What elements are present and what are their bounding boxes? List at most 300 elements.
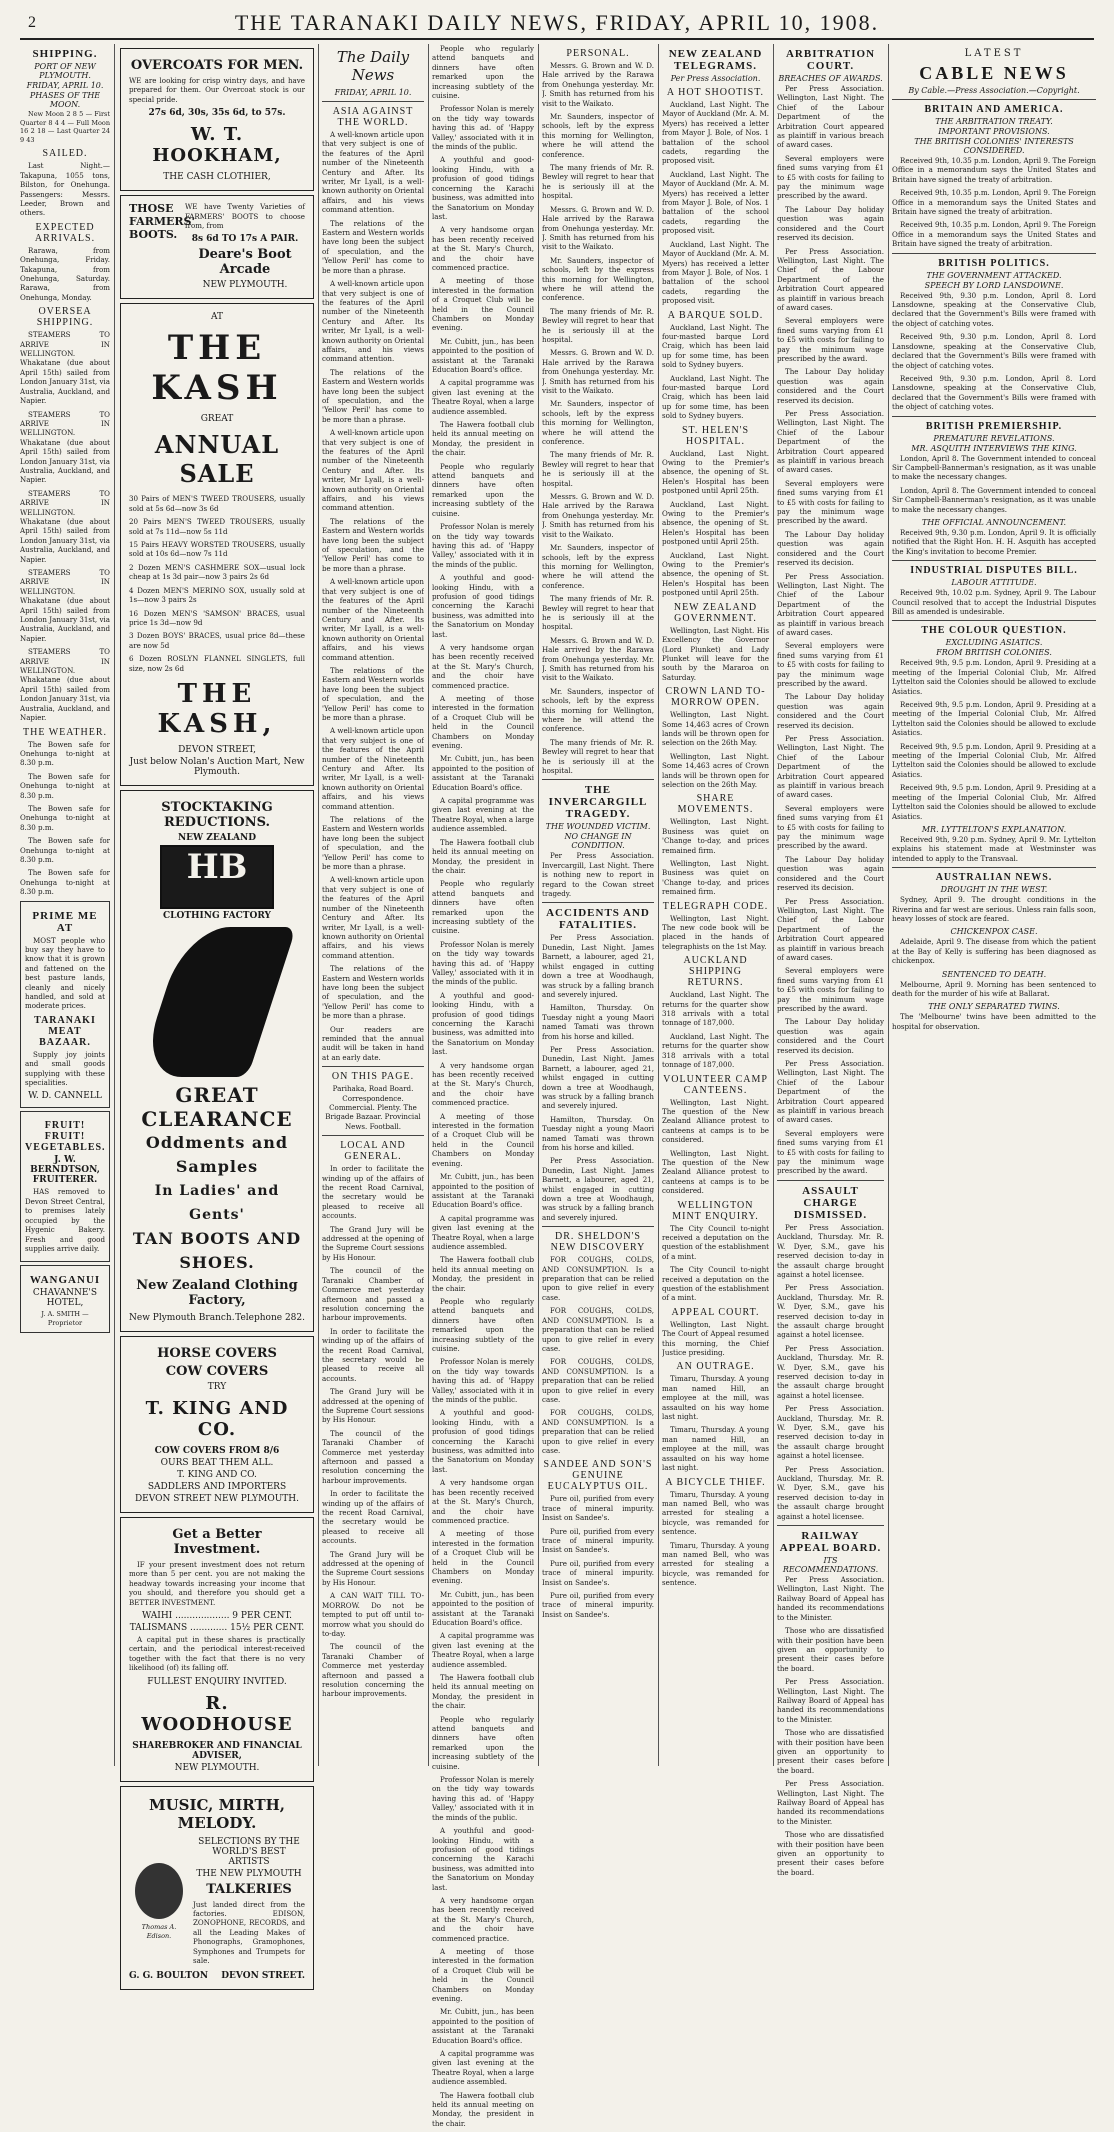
cable-section-heading: BRITISH PREMIERSHIP. bbox=[925, 420, 1063, 432]
railway-sub: ITS RECOMMENDATIONS. bbox=[782, 1556, 879, 1575]
farmers-price: 8s 6d TO 17s A PAIR. bbox=[191, 234, 299, 245]
king-address: DEVON STREET NEW PLYMOUTH. bbox=[134, 1493, 300, 1504]
telegram-heading: SHARE MOVEMENTS. bbox=[677, 793, 754, 816]
cable-subheading: THE ONLY SEPARATED TWINS. bbox=[928, 1002, 1060, 1012]
deare-sub: NEW PLYMOUTH. bbox=[202, 280, 288, 291]
cable-text: Received 9th, 9.5 p.m. London, April 9. Presiding at a meeting of the Imperial Colonial Club, Mr. Alfred Lyttelton said the Colonies should be allowed to exclude Asiatics. bbox=[892, 700, 1096, 738]
weather-text: The Bowen safe for Onehunga to-night at 8.30 p.m. bbox=[20, 771, 110, 800]
personal-text-3: The many friends of Mr. R. Bewley will regret to hear that he is seriously ill at the hospital. bbox=[542, 737, 654, 776]
on-this-page-list: Parihaka, Road Board. Correspondence. Commercial. Plenty. The Brigade Bazaar. Provincial News. Football. bbox=[325, 1084, 421, 1131]
accidents-text: Per Press Association. Dunedin, Last Night. James Barnett, a labourer, aged 21, whilst engaged in cutting down a tree at Woodhaugh, was struck by a falling branch and severely injured. bbox=[542, 1044, 654, 1111]
cable-text: Sydney, April 9. The drought conditions in the Riverina and far west are serious. Unless rain falls soon, heavy losses of stock are feared. bbox=[892, 895, 1096, 923]
meat-advert bbox=[20, 901, 110, 1109]
news-text: Professor Nolan is merely on the tidy way towards having this ad. of 'Happy Valley,' associated with it in the minds of the public. bbox=[432, 104, 534, 152]
sandee-heading: SANDEE AND SON'S GENUINE EUCALYPTUS OIL. bbox=[543, 1459, 653, 1493]
cable-subheading: THE BRITISH COLONIES' INTERESTS CONSIDERED. bbox=[914, 137, 1074, 155]
news-text: A very handsome organ has been recently received at the St. Mary's Church, and the choir have commenced practice. bbox=[432, 225, 534, 272]
editorial-masthead: The Daily News bbox=[336, 48, 410, 84]
arbitration-heading: ARBITRATION COURT. bbox=[785, 48, 876, 72]
kash-signature: THE KASH, bbox=[157, 678, 277, 739]
cable-subheading: PREMATURE REVELATIONS. bbox=[933, 433, 1055, 443]
telegram-text: Auckland, Last Night. Owing to the Premier's absence, the opening of St. Helen's Hospital has been postponed until April 25th. bbox=[662, 499, 769, 547]
news-text: A meeting of those interested in the formation of a Croquet Club will be held in the Council Chambers on Monday evening. bbox=[432, 1111, 534, 1168]
news-text: Mr. Cubitt, jun., has been appointed to the position of assistant at the Taranaki Education Board's office. bbox=[432, 2007, 534, 2045]
local-text-2: The Grand Jury will be addressed at the opening of the Supreme Court sessions by His Honour. bbox=[322, 1387, 424, 1425]
kash-at: AT bbox=[210, 312, 223, 323]
news-text: The Hawera football club held its annual meeting on Monday, the president in the chair. bbox=[432, 2090, 534, 2128]
cable-subheading: THE OFFICIAL ANNOUNCEMENT. bbox=[921, 517, 1067, 527]
telegram-text: Auckland, Last Night. The Mayor of Auckland (Mr. A. M. Myers) has received a letter from Mayor J. Bole, of Nos. 1 battalion of the school cadets, regarding the proposed visit. bbox=[662, 100, 769, 166]
personal-text-3: The many friends of Mr. R. Bewley will regret to hear that he is seriously ill at the hospital. bbox=[542, 450, 654, 488]
cable-text: Received 9th, 10.35 p.m. London, April 9. The Foreign Office in a memorandum says the United States and Britain have signed the treaty of arbitration. bbox=[892, 220, 1096, 249]
lead-text: A well-known article upon that very subject is one of the features of the April number of the Nineteenth Century and After. Its writer, Mr Lyall, is a well-known authority on Oriental affairs, and his views command attention. bbox=[322, 428, 424, 513]
investment-advert bbox=[120, 1517, 314, 1782]
telegram-heading: ST. HELEN'S HOSPITAL. bbox=[681, 424, 750, 447]
cable-subheading: SENTENCED TO DEATH. bbox=[941, 969, 1047, 979]
telegram-text: Wellington, Last Night. His Excellency the Governor (Lord Plunket) and Lady Plunket will leave for the south by the Mararoa on Saturday. bbox=[662, 625, 769, 682]
assault-heading: ASSAULT CHARGE DISMISSED. bbox=[793, 1184, 868, 1221]
cable-subheading: THE GOVERNMENT ATTACKED. bbox=[926, 270, 1062, 280]
personal-text-3: The many friends of Mr. R. Bewley will regret to hear that he is seriously ill at the hospital. bbox=[542, 163, 654, 201]
news-text: A capital programme was given last evening at the Theatre Royal, when a large audience assembled. bbox=[432, 1213, 534, 1251]
moon-phases: PHASES OF THE MOON. bbox=[29, 91, 101, 109]
sandee-text: Pure oil, purified from every trace of mineral impurity. Insist on Sandee's. bbox=[542, 1591, 654, 1619]
assault-text: Per Press Association. Auckland, Thursday. Mr. R. W. Dyer, S.M., gave his reserved decision to-day in the assault charge brought against a hotel licensee. bbox=[777, 1283, 884, 1340]
news-text: A youthful and good-looking Hindu, with a profusion of good tidings concerning the Karachi business, was admitted into the Sanatorium on Monday last. bbox=[432, 1826, 534, 1892]
telegram-heading: WELLINGTON MINT ENQUIRY. bbox=[672, 1199, 759, 1222]
telegram-heading: A BARQUE SOLD. bbox=[667, 309, 764, 321]
cow-price: COW COVERS FROM 8/6 bbox=[154, 1445, 280, 1456]
arbitration-text-3: The Labour Day holiday question was again considered and the Court reserved its decision. bbox=[777, 367, 884, 405]
kash-item: 6 Dozen ROSLYN FLANNEL SINGLETS, full size, now 2s 6d bbox=[129, 654, 305, 673]
kash-item: 3 Dozen BOYS' BRACES, usual price 8d—these are now 5d bbox=[129, 631, 305, 650]
news-text: The Hawera football club held its annual meeting on Monday, the president in the chair. bbox=[432, 837, 534, 875]
cable-text: Received 9th, 9.30 p.m. London, April 8. Lord Lansdowne, speaking at the Conservative Club, declared that the Government's Bills were framed with the object of catching votes. bbox=[892, 290, 1096, 328]
arbitration-sub: BREACHES OF AWARDS. bbox=[778, 74, 883, 83]
date-label: FRIDAY, APRIL 10. bbox=[26, 81, 104, 90]
music-heading: MUSIC, MIRTH, MELODY. bbox=[148, 1795, 286, 1832]
kash-great: GREAT bbox=[200, 414, 234, 425]
talkeries-pre: THE NEW PLYMOUTH bbox=[196, 1868, 302, 1879]
sandee-text: Pure oil, purified from every trace of mineral impurity. Insist on Sandee's. bbox=[542, 1494, 654, 1523]
telegram-text: Wellington, Last Night. Some 14,463 acres of Crown lands will be thrown open for selection on the 26th May. bbox=[662, 710, 769, 748]
personal-text-2: Mr. Saunders, inspector of schools, left by the express this morning for Wellington, where he will attend the conference. bbox=[542, 255, 654, 303]
overseas-text: STEAMERS TO ARRIVE IN WELLINGTON. Whakatane (due about April 15th) sailed from London January 31st, via Australia, Auckland, and Napier. bbox=[20, 409, 110, 485]
telegram-text: Wellington, Last Night. The question of the New Zealand Alliance protest to canteens at camps is to be considered. bbox=[662, 1148, 769, 1196]
cable-text: Melbourne, April 9. Morning has been sentenced to death for the murder of his wife at Ballarat. bbox=[892, 979, 1096, 998]
cable-section-heading: BRITAIN AND AMERICA. bbox=[924, 104, 1064, 115]
investment-heading: Get a Better Investment. bbox=[172, 1526, 262, 1557]
cable-section-heading: THE COLOUR QUESTION. bbox=[921, 625, 1067, 637]
column-local-news bbox=[432, 44, 534, 2132]
investment-text-2: A capital put in these shares is practically certain, and the periodical interest-received together with the fact that there is no very likelihood (of) its falling off. bbox=[129, 1634, 305, 1673]
nz-telegrams-heading: NEW ZEALAND TELEGRAMS. bbox=[668, 48, 763, 72]
kash-item: 20 Pairs MEN'S TWEED TROUSERS, usually sold at 7s 11d—now 5s 11d bbox=[129, 517, 305, 536]
telegram-heading: CROWN LAND TO-MORROW OPEN. bbox=[665, 686, 766, 709]
meat-signature: W. D. CANNELL bbox=[28, 1091, 102, 1102]
sailed-heading: SAILED. bbox=[42, 148, 88, 160]
telegram-text: The City Council to-night received a deputation on the question of the establishment of a mint. bbox=[662, 1223, 769, 1261]
telegram-heading: TELEGRAPH CODE. bbox=[662, 900, 769, 912]
arbitration-text: Per Press Association. Wellington, Last Night. The Chief of the Labour Department of the Arbitration Court appeared as plaintiff in various breach of award cases. bbox=[777, 734, 884, 800]
sailed-text: Last Night.—Takapuna, 1055 tons, Bilston, for Onehunga. Passengers: Messrs. Leeder, Brown and others. bbox=[20, 161, 110, 218]
telegram-text: Timaru, Thursday. A young man named Hill, an employee at the mill, was assaulted on his way home last night. bbox=[662, 1425, 769, 1473]
accidents-text: Per Press Association. Dunedin, Last Night. James Barnett, a labourer, aged 21, whilst engaged in cutting down a tree at Woodhaugh, was struck by a falling branch and severely injured. bbox=[542, 933, 654, 999]
weather-text: The Bowen safe for Onehunga to-night at 8.30 p.m. bbox=[20, 868, 110, 897]
news-text: Mr. Cubitt, jun., has been appointed to the position of assistant at the Taranaki Education Board's office. bbox=[432, 754, 534, 792]
accidents-text-2: Hamilton, Thursday. On Tuesday night a young Maori named Tamati was thrown from his horse and killed. bbox=[542, 1114, 654, 1152]
column-rule bbox=[318, 44, 319, 1766]
kash-item: 15 Pairs HEAVY WORSTED TROUSERS, usually sold at 10s 6d—now 7s 11d bbox=[129, 540, 305, 559]
telegram-heading: AUCKLAND SHIPPING RETURNS. bbox=[683, 955, 748, 989]
cable-subheading: EXCLUDING ASIATICS. bbox=[945, 638, 1043, 648]
hookham-name: W. T. HOOKHAM, bbox=[152, 124, 282, 167]
lead-text-2: The relations of the Eastern and Western worlds have long been the subject of speculation, and the 'Yellow Peril' has come to be more than a phrase. bbox=[322, 516, 424, 573]
telegram-text: Wellington, Last Night. The new code book will be placed in the hands of telegraphists on the 1st May. bbox=[662, 913, 769, 951]
lead-text: A well-known article upon that very subject is one of the features of the April number of the Nineteenth Century and After. Its writer, Mr Lyall, is a well-known authority on Oriental affairs, and his views command attention. bbox=[322, 577, 424, 662]
railway-text-2: Those who are dissatisfied with their position have been given an opportunity to present their cases before the board. bbox=[777, 1626, 884, 1673]
meat-bazaar-title: TARANAKI MEAT BAZAAR. bbox=[34, 1014, 96, 1048]
news-text: Mr. Cubitt, jun., has been appointed to the position of assistant at the Taranaki Education Board's office. bbox=[432, 336, 534, 374]
meat-text: Supply joy joints and small goods supplying with these specialities. bbox=[25, 1049, 105, 1088]
news-text: Professor Nolan is merely on the tidy way towards having this ad. of 'Happy Valley,' associated with it in the minds of the public. bbox=[432, 1775, 534, 1822]
prime-heading: PRIME ME AT bbox=[32, 909, 98, 934]
telegram-text: Auckland, Last Night. The returns for the quarter show 318 arrivals with a total tonnage of 187,000. bbox=[662, 1031, 769, 1070]
personal-text: Messrs. G. Brown and W. D. Hale arrived by the Rarawa from Onehunga yesterday. Mr. J. Smith has returned from his visit to the Waikato. bbox=[542, 348, 654, 395]
arbitration-text-2: Several employers were fined sums varying from £1 to £5 with costs for failing to pay the minimum wage prescribed by the award. bbox=[777, 478, 884, 526]
assault-text: Per Press Association. Auckland, Thursday. Mr. R. W. Dyer, S.M., gave his reserved decision to-day in the assault charge brought against a hotel licensee. bbox=[777, 1404, 884, 1461]
pills-text: FOR COUGHS, COLDS, AND CONSUMPTION. Is a preparation that can be relied upon to give relief in every case. bbox=[542, 1357, 654, 1404]
shipping-heading: SHIPPING. bbox=[32, 48, 98, 60]
assault-text: Per Press Association. Auckland, Thursday. Mr. R. W. Dyer, S.M., gave his reserved decision to-day in the assault charge brought against a hotel licensee. bbox=[777, 1343, 884, 1400]
cable-text: Received 9th, 9.30 p.m. London, April 8. Lord Lansdowne, speaking at the Conservative Club, declared that the Government's Bills were framed with the object of catching votes. bbox=[892, 332, 1096, 370]
arbitration-text: Per Press Association. Wellington, Last Night. The Chief of the Labour Department of the Arbitration Court appeared as plaintiff in various breach of award cases. bbox=[777, 571, 884, 637]
local-text: In order to facilitate the winding up of the affairs of the recent Road Carnival, the secretary would be pleased to receive all accounts. bbox=[322, 1326, 424, 1383]
cable-subheading: LABOUR ATTITUDE. bbox=[951, 578, 1037, 588]
news-text: Professor Nolan is merely on the tidy way towards having this ad. of 'Happy Valley,' associated with it in the minds of the public. bbox=[432, 522, 534, 569]
local-text-3: The council of the Taranaki Chamber of Commerce met yesterday afternoon and passed a resolution concerning the harbour improvements. bbox=[322, 1428, 424, 1485]
arbitration-text: Per Press Association. Wellington, Last Night. The Chief of the Labour Department of the Arbitration Court appeared as plaintiff in various breach of award cases. bbox=[777, 84, 884, 150]
kash-devon: DEVON STREET, bbox=[178, 744, 256, 755]
lead-text: A well-known article upon that very subject is one of the features of the April number of the Nineteenth Century and After. Its writer, Mr Lyall, is a well-known authority on Oriental affairs, and his views command attention. bbox=[322, 875, 424, 960]
hb-clothing-advert bbox=[120, 790, 314, 1332]
fruit-text: HAS removed to Devon Street Central, to premises lately occupied by the Hygenic Bakery. Fresh and good supplies arrive daily. bbox=[25, 1187, 105, 1253]
editorial-date: FRIDAY, APRIL 10. bbox=[334, 88, 412, 97]
railway-text-2: Those who are dissatisfied with their position have been given an opportunity to present their cases before the board. bbox=[777, 1830, 884, 1877]
column-cable-news bbox=[892, 44, 1096, 1035]
weather-text: The Bowen safe for Onehunga to-night at 8.30 p.m. bbox=[20, 803, 110, 832]
talkeries-advert bbox=[120, 1786, 314, 1991]
railway-text: Per Press Association. Wellington, Last Night. The Railway Board of Appeal has handed its recommendations to the Minister. bbox=[777, 1575, 884, 1622]
cable-section-heading: AUSTRALIAN NEWS. bbox=[935, 872, 1053, 884]
personal-text: Messrs. G. Brown and W. D. Hale arrived by the Rarawa from Onehunga yesterday. Mr. J. Smith has returned from his visit to the Waikato. bbox=[542, 635, 654, 683]
arbitration-text-2: Several employers were fined sums varying from £1 to £5 with costs for failing to pay the minimum wage prescribed by the award. bbox=[777, 1128, 884, 1176]
news-text: A meeting of those interested in the formation of a Croquet Club will be held in the Council Chambers on Monday evening. bbox=[432, 276, 534, 333]
hotel-name: CHAVANNE'S HOTEL, bbox=[32, 1288, 98, 1309]
cable-text: Received 9th, 9.5 p.m. London, April 9. Presiding at a meeting of the Imperial Colonial Club, Mr. Alfred Lyttelton said the Colonies should be allowed to exclude Asiatics. bbox=[892, 658, 1096, 696]
boot-illustration bbox=[138, 927, 297, 1077]
hookham-sub: THE CASH CLOTHIER, bbox=[163, 172, 271, 183]
cable-text: Received 9th, 9.30 p.m. London, April 9. It is officially notified that the Right Hon. H. H. Asquith has accepted the King's invitation to become Premier. bbox=[892, 527, 1096, 556]
pills-text: FOR COUGHS, COLDS, AND CONSUMPTION. Is a preparation that can be relied upon to give relief in every case. bbox=[542, 1255, 654, 1302]
page-masthead bbox=[20, 8, 1094, 40]
overseas-text: STEAMERS TO ARRIVE IN WELLINGTON. Whakatane (due about April 15th) sailed from London January 31st, via Australia, Auckland, and Napier. bbox=[20, 330, 110, 406]
telegram-text: Timaru, Thursday. A young man named Bell, who was arrested for stealing a bicycle, was remanded for sentence. bbox=[662, 1540, 769, 1588]
cable-text: Received 9th, 9.5 p.m. London, April 9. Presiding at a meeting of the Imperial Colonial Club, Mr. Alfred Lyttelton said the Colonies should be allowed to exclude Asiatics. bbox=[892, 741, 1096, 779]
kash-item: 16 Dozen MEN'S 'SAMSON' BRACES, usual price 1s 3d—now 9d bbox=[129, 608, 305, 627]
cable-subheading: MR. LYTTELTON'S EXPLANATION. bbox=[921, 824, 1067, 834]
cable-subheading: MR. ASQUITH INTERVIEWS THE KING. bbox=[911, 443, 1077, 453]
stocktaking-heading: STOCKTAKING REDUCTIONS. bbox=[161, 799, 273, 830]
personal-text: Messrs. G. Brown and W. D. Hale arrived by the Rarawa from Onehunga yesterday. Mr. J. Smith has returned from his visit to the Waikato. bbox=[542, 204, 654, 252]
cable-text: Received 9th, 9.20 p.m. Sydney, April 9. Mr. Lyttelton explains his statement made at Westminster was intended to apply to the Transvaal. bbox=[892, 834, 1096, 863]
arbitration-text-2: Several employers were fined sums varying from £1 to £5 with costs for failing to pay the minimum wage prescribed by the award. bbox=[777, 153, 884, 201]
arbitration-text: Per Press Association. Wellington, Last Night. The Chief of the Labour Department of the Arbitration Court appeared as plaintiff in various breach of award cases. bbox=[777, 246, 884, 312]
horse-heading: HORSE COVERS bbox=[157, 1345, 277, 1361]
telegram-heading: A BICYCLE THIEF. bbox=[665, 1476, 766, 1488]
cable-subheading: CHICKENPOX CASE. bbox=[950, 927, 1038, 937]
kash-item: 30 Pairs of MEN'S TWEED TROUSERS, usually sold at 5s 6d—now 3s 6d bbox=[129, 494, 305, 513]
news-text: A meeting of those interested in the formation of a Croquet Club will be held in the Council Chambers on Monday evening. bbox=[432, 694, 534, 751]
arbitration-text-2: Several employers were fined sums varying from £1 to £5 with costs for failing to pay the minimum wage prescribed by the award. bbox=[777, 316, 884, 363]
telegram-text: Wellington, Last Night. Some 14,463 acres of Crown lands will be thrown open for selection on the 26th May. bbox=[662, 751, 769, 789]
fruit-advert bbox=[20, 1111, 110, 1262]
overcoats-prices: 27s 6d, 30s, 35s 6d, to 57s. bbox=[148, 108, 286, 119]
news-text: People who regularly attend banquets and dinners have often remarked upon the increasing subtlety of the cuisine. bbox=[432, 879, 534, 936]
news-text: People who regularly attend banquets and dinners have often remarked upon the increasing subtlety of the cuisine. bbox=[432, 461, 534, 518]
invercargill-sub: THE WOUNDED VICTIM. bbox=[545, 822, 651, 832]
cable-heading: CABLE NEWS bbox=[919, 63, 1069, 83]
personal-text-2: Mr. Saunders, inspector of schools, left by the express this morning for Wellington, where he will attend the conference. bbox=[542, 399, 654, 447]
weather-text: The Bowen safe for Onehunga to-night at 8.30 p.m. bbox=[20, 739, 110, 768]
accidents-heading: ACCIDENTS AND FATALITIES. bbox=[546, 907, 650, 932]
news-text: A meeting of those interested in the formation of a Croquet Club will be held in the Council Chambers on Monday evening. bbox=[432, 1529, 534, 1586]
news-text: The Hawera football club held its annual meeting on Monday, the president in the chair. bbox=[432, 1255, 534, 1293]
kash-item: 2 Dozen MEN'S CASHMERE SOX—usual lock cheap at 1s 3d pair—now 3 pairs 2s 6d bbox=[129, 562, 305, 582]
oddments-heading: Oddments and Samples bbox=[145, 1132, 289, 1176]
try-label: TRY bbox=[207, 1381, 227, 1392]
pills-heading: DR. SHELDON'S NEW DISCOVERY bbox=[550, 1231, 646, 1254]
column-shipping bbox=[20, 44, 110, 1336]
personal-text-2: Mr. Saunders, inspector of schools, left by the express this morning for Wellington, where he will attend the conference. bbox=[542, 686, 654, 734]
local-text-2: The Grand Jury will be addressed at the opening of the Supreme Court sessions by His Honour. bbox=[322, 1549, 424, 1587]
selections-label: SELECTIONS BY THE WORLD'S BEST ARTISTS bbox=[198, 1836, 300, 1867]
arbitration-text-3: The Labour Day holiday question was again considered and the Court reserved its decision. bbox=[777, 1017, 884, 1055]
deare-name: Deare's Boot Arcade bbox=[198, 247, 292, 278]
lead-text-2: The relations of the Eastern and Western worlds have long been the subject of speculation, and the 'Yellow Peril' has come to be more than a phrase. bbox=[322, 964, 424, 1021]
kash-sale-advert bbox=[120, 303, 314, 786]
lead-heading: ASIA AGAINST THE WORLD. bbox=[332, 106, 414, 128]
arbitration-text-3: The Labour Day holiday question was again considered and the Court reserved its decision. bbox=[777, 854, 884, 893]
news-text: A youthful and good-looking Hindu, with a profusion of good tidings concerning the Karachi business, was admitted into the Sanatorium on Monday last. bbox=[432, 573, 534, 639]
news-text: A capital programme was given last evening at the Theatre Royal, when a large audience assembled. bbox=[432, 378, 534, 416]
king-name: T. KING AND CO. bbox=[145, 1397, 289, 1440]
local-text-2: The Grand Jury will be addressed at the opening of the Supreme Court sessions by His Honour. bbox=[322, 1224, 424, 1262]
news-text: A capital programme was given last evening at the Theatre Royal, when a large audience assembled. bbox=[432, 796, 534, 834]
arbitration-text: Per Press Association. Wellington, Last Night. The Chief of the Labour Department of the Arbitration Court appeared as plaintiff in various breach of award cases. bbox=[777, 409, 884, 475]
overcoats-advert bbox=[120, 48, 314, 191]
cable-text: Received 9th, 9.30 p.m. London, April 8. Lord Lansdowne, speaking at the Conservative Club, declared that the Government's Bills were framed with the object of catching votes. bbox=[892, 373, 1096, 412]
nzcf-name: New Zealand Clothing Factory, bbox=[136, 1277, 298, 1308]
cable-section-heading: INDUSTRIAL DISPUTES BILL. bbox=[910, 565, 1078, 577]
news-text: Mr. Cubitt, jun., has been appointed to the position of assistant at the Taranaki Education Board's office. bbox=[432, 1589, 534, 1627]
edison-portrait bbox=[135, 1863, 183, 1919]
news-text: A capital programme was given last evening at the Theatre Royal, when a large audience assembled. bbox=[432, 2049, 534, 2087]
edison-signature: Thomas A. Edison. bbox=[141, 1923, 177, 1941]
on-this-page-heading: ON THIS PAGE. bbox=[331, 1071, 415, 1083]
cable-text: London, April 8. The Government intended to conceal Sir Campbell-Bannerman's resignation, as it was unable to make the necessary changes. bbox=[892, 485, 1096, 514]
nz-label: NEW ZEALAND bbox=[177, 832, 257, 843]
cable-sub: By Cable.—Press Association.—Copyright. bbox=[908, 86, 1080, 95]
nz-telegrams-sub: Per Press Association. bbox=[670, 74, 761, 83]
invercargill-heading: THE INVERCARGILL TRAGEDY. bbox=[548, 784, 648, 821]
talismans-rate: TALISMANS ............. 15½ PER CENT. bbox=[129, 1622, 305, 1633]
telegram-text: Auckland, Last Night. Owing to the Premier's absence, the opening of St. Helen's Hospital has been postponed until April 25th. bbox=[662, 550, 769, 598]
clearance-heading: GREAT CLEARANCE bbox=[141, 1082, 293, 1131]
pills-text: FOR COUGHS, COLDS, AND CONSUMPTION. Is a preparation that can be relied upon to give relief in every case. bbox=[542, 1408, 654, 1455]
telegram-heading: A HOT SHOOTIST. bbox=[666, 87, 765, 98]
cow-sub: OURS BEAT THEM ALL. bbox=[160, 1457, 274, 1468]
cable-text: Received 9th, 10.35 p.m. London, April 9. The Foreign Office in a memorandum says the United States and Britain have signed the treaty of arbitration. bbox=[892, 188, 1096, 217]
overcoats-heading: OVERCOATS FOR MEN. bbox=[130, 58, 304, 73]
weather-heading: THE WEATHER. bbox=[22, 726, 108, 738]
page-number: 2 bbox=[28, 14, 38, 31]
lead-text: A well-known article upon that very subject is one of the features of the April number of the Nineteenth Century and After. Its writer, Mr Lyall, is a well-known authority on Oriental affairs, and his views command attention. bbox=[322, 279, 424, 364]
news-text: A youthful and good-looking Hindu, with a profusion of good tidings concerning the Karachi business, was admitted into the Sanatorium on Monday last. bbox=[432, 155, 534, 221]
telegram-text: Auckland, Last Night. The returns for the quarter show 318 arrivals with a total tonnage of 187,000. bbox=[662, 990, 769, 1028]
arbitration-text: Per Press Association. Wellington, Last Night. The Chief of the Labour Department of the Arbitration Court appeared as plaintiff in various breach of award cases. bbox=[777, 1059, 884, 1125]
farmers-heading: THOSE FARMERS' BOOTS. bbox=[129, 202, 195, 242]
accidents-text-2: Hamilton, Thursday. On Tuesday night a young Maori named Tamati was thrown from his horse and killed. bbox=[542, 1003, 654, 1041]
overseas-heading: OVERSEA SHIPPING. bbox=[36, 306, 94, 329]
kash-sale-heading: ANNUAL SALE bbox=[154, 430, 280, 489]
personal-text: Messrs. G. Brown and W. D. Hale arrived by the Rarawa from Onehunga yesterday. Mr. J. Smith has returned from his visit to the Waikato. bbox=[542, 492, 654, 539]
king-sub: SADDLERS AND IMPORTERS bbox=[147, 1481, 287, 1492]
hotel-advert bbox=[20, 1265, 110, 1332]
newspaper-title: THE TARANAKI DAILY NEWS, FRIDAY, APRIL 10, 1908. bbox=[234, 10, 880, 35]
railway-text: Per Press Association. Wellington, Last Night. The Railway Board of Appeal has handed its recommendations to the Minister. bbox=[777, 1779, 884, 1826]
news-text: The Hawera football club held its annual meeting on Monday, the president in the chair. bbox=[432, 1673, 534, 1711]
cable-pre: LATEST bbox=[964, 48, 1024, 59]
news-text: The Hawera football club held its annual meeting on Monday, the president in the chair. bbox=[432, 420, 534, 458]
fruit-heading: FRUIT! FRUIT! VEGETABLES. bbox=[25, 1120, 106, 1154]
nzcf-branch: New Plymouth Branch. bbox=[129, 1312, 235, 1323]
invercargill-text: Per Press Association. Invercargill, Last Night. There is nothing new to report in regard to the Cowan street tragedy. bbox=[542, 851, 654, 899]
wanganui-heading: WANGANUI bbox=[29, 1274, 101, 1287]
hotel-signature: J. A. SMITH — Proprietor bbox=[41, 1310, 89, 1327]
weather-text: The Bowen safe for Onehunga to-night at 8.30 p.m. bbox=[20, 836, 110, 864]
woodhouse-sub: SHAREBROKER AND FINANCIAL ADVISER, bbox=[132, 1740, 302, 1761]
arbitration-text-3: The Labour Day holiday question was again considered and the Court reserved its decision. bbox=[777, 204, 884, 243]
news-text: A very handsome organ has been recently received at the St. Mary's Church, and the choir have commenced practice. bbox=[432, 1060, 534, 1108]
column-nz-telegrams bbox=[662, 44, 769, 1592]
hb-logo: HB bbox=[160, 845, 274, 909]
lead-text-2: The relations of the Eastern and Western worlds have long been the subject of speculation, and the 'Yellow Peril' has come to be more than a phrase. bbox=[322, 815, 424, 872]
column-rule bbox=[773, 44, 774, 1766]
overcoats-text: WE are looking for crisp wintry days, and have prepared for them. Our Overcoat stock is our special pride. bbox=[129, 76, 305, 104]
overseas-text: STEAMERS TO ARRIVE IN WELLINGTON. Whakatane (due about April 15th) sailed from London January 31st, via Australia, Auckland, and Napier. bbox=[20, 647, 110, 723]
news-text: Mr. Cubitt, jun., has been appointed to the position of assistant at the Taranaki Education Board's office. bbox=[432, 1172, 534, 1210]
tide-table: New Moon 2 8 5 — First Quarter 8 4 4 — Full Moon 16 2 18 — Last Quarter 24 9 43 bbox=[20, 110, 110, 144]
enquiry-label: FULLEST ENQUIRY INVITED. bbox=[147, 1676, 287, 1687]
investment-text: IF your present investment does not return more than 5 per cent. you are not making the headway towards increasing your income that you should, and therefore you should get a BETTER INVESTMENT. bbox=[129, 1559, 305, 1607]
telegram-text: Wellington, Last Night. The Court of Appeal resumed this morning, the Chief Justice presiding. bbox=[662, 1319, 769, 1358]
lead-text-3: Our readers are reminded that the annual audit will be taken in hand at an early date. bbox=[322, 1024, 424, 1062]
column-rule bbox=[658, 44, 659, 1766]
news-text: A youthful and good-looking Hindu, with a profusion of good tidings concerning the Karachi business, was admitted into the Sanatorium on Monday last. bbox=[432, 1408, 534, 1474]
overseas-text: STEAMERS TO ARRIVE IN WELLINGTON. Whakatane (due about April 15th) sailed from London January 31st, via Australia, Auckland, and Napier. bbox=[20, 568, 110, 643]
cable-text: Received 9th, 9.5 p.m. London, April 9. Presiding at a meeting of the Imperial Colonial Club, Mr. Alfred Lyttelton said the Colonies should be allowed to exclude Asiatics. bbox=[892, 783, 1096, 821]
telegram-heading: VOLUNTEER CAMP CANTEENS. bbox=[663, 1073, 768, 1096]
cable-subheading: SPEECH BY LORD LANSDOWNE. bbox=[924, 280, 1064, 290]
pills-text: FOR COUGHS, COLDS, AND CONSUMPTION. Is a preparation that can be relied upon to give relief in every case. bbox=[542, 1306, 654, 1353]
telegram-text: Wellington, Last Night. The question of the New Zealand Alliance protest to canteens at camps is to be considered. bbox=[662, 1097, 769, 1145]
port-label: PORT OF NEW PLYMOUTH. bbox=[34, 62, 96, 80]
arbitration-text-2: Several employers were fined sums varying from £1 to £5 with costs for failing to pay the minimum wage prescribed by the award. bbox=[777, 803, 884, 851]
telegram-text: Auckland, Last Night. The Mayor of Auckland (Mr. A. M. Myers) has received a letter from Mayor J. Bole, of Nos. 1 battalion of the school cadets, regarding the proposed visit. bbox=[662, 169, 769, 236]
telegram-heading: NEW ZEALAND GOVERNMENT. bbox=[673, 601, 758, 624]
personal-text-3: The many friends of Mr. R. Bewley will regret to hear that he is seriously ill at the hospital. bbox=[542, 594, 654, 632]
local-text: In order to facilitate the winding up of the affairs of the recent Road Carnival, the secretary would be pleased to receive all accounts. bbox=[322, 1164, 424, 1221]
tan-boots-heading: TAN BOOTS AND SHOES. bbox=[132, 1228, 302, 1272]
column-personal bbox=[542, 44, 654, 1623]
railway-text-2: Those who are dissatisfied with their position have been given an opportunity to present their cases before the board. bbox=[777, 1728, 884, 1775]
local-text-3: The council of the Taranaki Chamber of Commerce met yesterday afternoon and passed a resolution concerning the harbour improvements. bbox=[322, 1642, 424, 1699]
sandee-text: Pure oil, purified from every trace of mineral impurity. Insist on Sandee's. bbox=[542, 1558, 654, 1587]
column-advertisements bbox=[120, 44, 314, 1994]
cable-text: Received 9th, 10.02 p.m. Sydney, April 9. The Labour Council resolved that to accept the Industrial Disputes Bill as amended is undesirable. bbox=[892, 588, 1096, 616]
farmers-boots-advert bbox=[120, 195, 314, 299]
overseas-text: STEAMERS TO ARRIVE IN WELLINGTON. Whakatane (due about April 15th) sailed from London January 31st, via Australia, Auckland, and Napier. bbox=[20, 488, 110, 564]
news-text: A very handsome organ has been recently received at the St. Mary's Church, and the choir have commenced practice. bbox=[432, 1478, 534, 1525]
telegram-text: Auckland, Last Night. The four-masted barque Lord Craig, which has been laid up for some time, has been sold to Sydney buyers. bbox=[662, 373, 769, 421]
arbitration-text-3: The Labour Day holiday question was again considered and the Court reserved its decision. bbox=[777, 692, 884, 730]
woodhouse-name: R. WOODHOUSE bbox=[141, 1692, 293, 1735]
telegram-text: Auckland, Last Night. Owing to the Premier's absence, the opening of St. Helen's Hospital has been postponed until April 25th. bbox=[662, 448, 769, 496]
telegram-text: Timaru, Thursday. A young man named Hill, an employee at the mill, was assaulted on his way home last night. bbox=[662, 1374, 769, 1422]
woodhouse-address: NEW PLYMOUTH. bbox=[174, 1762, 260, 1773]
cable-text: London, April 8. The Government intended to conceal Sir Campbell-Bannerman's resignation, as it was unable to make the necessary changes. bbox=[892, 453, 1096, 482]
farmers-text: WE have Twenty Varieties of FARMERS' BOOTS to choose from, from bbox=[185, 202, 305, 231]
arbitration-text-2: Several employers were fined sums varying from £1 to £5 with costs for failing to pay the minimum wage prescribed by the award. bbox=[777, 641, 884, 688]
arbitration-text-3: The Labour Day holiday question was again considered and the Court reserved its decision. bbox=[777, 529, 884, 568]
telegram-heading: AN OUTRAGE. bbox=[676, 1361, 755, 1373]
arbitration-text: Per Press Association. Wellington, Last Night. The Chief of the Labour Department of the Arbitration Court appeared as plaintiff in various breach of award cases. bbox=[777, 896, 884, 962]
local-text: In order to facilitate the winding up of the affairs of the recent Road Carnival, the secretary would be pleased to receive all accounts. bbox=[322, 1489, 424, 1546]
local-text-4: A CAN WAIT TILL TO-MORROW. Do not be tempted to put off until to-morrow what you should do to-day. bbox=[322, 1591, 424, 1638]
railway-text: Per Press Association. Wellington, Last Night. The Railway Board of Appeal has handed its recommendations to the Minister. bbox=[777, 1677, 884, 1724]
cable-text: The 'Melbourne' twins have been admitted to the hospital for observation. bbox=[892, 1012, 1096, 1031]
personal-text: Messrs. G. Brown and W. D. Hale arrived by the Rarawa from Onehunga yesterday. Mr. J. Smith has returned from his visit to the Waikato. bbox=[542, 61, 654, 108]
personal-text-2: Mr. Saunders, inspector of schools, left by the express this morning for Wellington, where he will attend the conference. bbox=[542, 112, 654, 159]
column-rule bbox=[538, 44, 539, 1766]
cable-subheading: THE ARBITRATION TREATY. bbox=[935, 117, 1053, 126]
waihi-rate: WAIHI ................... 9 PER CENT. bbox=[141, 1610, 293, 1621]
accidents-text: Per Press Association. Dunedin, Last Night. James Barnett, a labourer, aged 21, whilst engaged in cutting down a tree at Woodhaugh, was struck by a falling branch and severely injured. bbox=[542, 1156, 654, 1222]
cable-text: Received 9th, 10.35 p.m. London, April 9. The Foreign Office in a memorandum says the United States and Britain have signed the treaty of arbitration. bbox=[892, 156, 1096, 184]
talkeries-text: Just landed direct from the factories. EDISON, ZONOPHONE, RECORDS, and all the Leading Makes of Phonographs, Gramophones, Symphones and Trumpets for sale. bbox=[193, 1899, 305, 1966]
horse-covers-advert bbox=[120, 1336, 314, 1513]
expected-heading: EXPECTED ARRIVALS. bbox=[34, 221, 96, 244]
invercargill-sub-2: NO CHANGE IN CONDITION. bbox=[564, 832, 632, 851]
ladies-heading: In Ladies' and Gents' bbox=[154, 1182, 280, 1223]
kash-item: 4 Dozen MEN'S MERINO SOX, usually sold at 1s—now 3 pairs 2s bbox=[129, 585, 305, 605]
news-text: A youthful and good-looking Hindu, with a profusion of good tidings concerning the Karachi business, was admitted into the Sanatorium on Monday last. bbox=[432, 990, 534, 1057]
arbitration-text-2: Several employers were fined sums varying from £1 to £5 with costs for failing to pay the minimum wage prescribed by the award. bbox=[777, 966, 884, 1013]
lead-text-2: The relations of the Eastern and Western worlds have long been the subject of speculation, and the 'Yellow Peril' has come to be more than a phrase. bbox=[322, 367, 424, 424]
column-editorial bbox=[322, 44, 424, 1703]
local-text-3: The council of the Taranaki Chamber of Commerce met yesterday afternoon and passed a resolution concerning the harbour improvements. bbox=[322, 1266, 424, 1323]
